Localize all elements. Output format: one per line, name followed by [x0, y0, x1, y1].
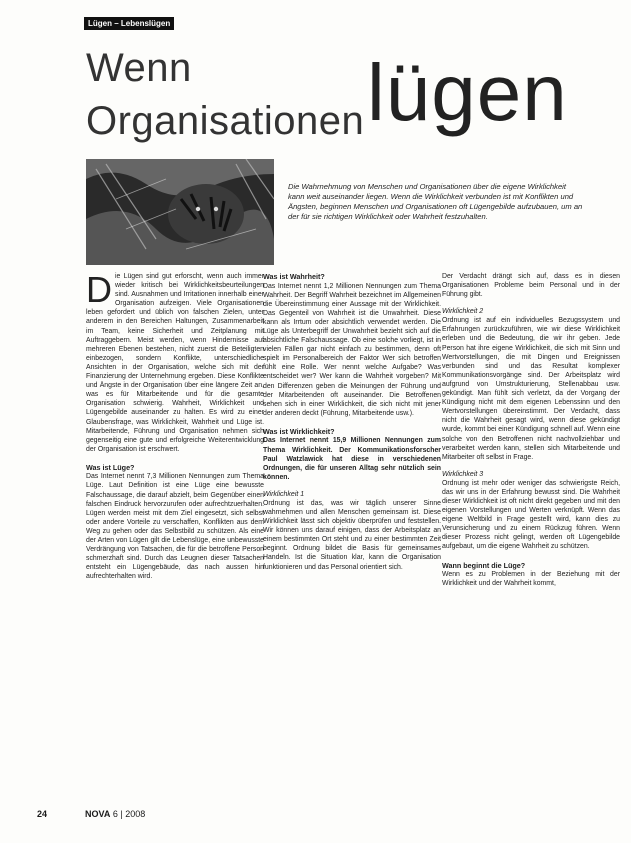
- paragraph-wann-beginnt: Wenn es zu Problemen in der Beziehung mit der Wirklichkeit und der Wahrheit kommt,: [442, 571, 620, 588]
- heading-wirklichkeit-2: Wirklichkeit 2: [442, 308, 484, 316]
- heading-was-ist-wahrheit: Was ist Wahrheit?: [263, 272, 325, 281]
- paragraph-wirklichkeit-3: Ordnung ist mehr oder weniger das schwierigste Reich, das wir uns in der Erfahrung bewusst sind. Die Wahrheit dieser Wirklichkeit ist oft nicht direkt gegeben und mit den eigenen Vorstellungen und Werten verknüpft. Wenn das eigene Weltbild in Frage gestellt wird, kann dies zu Verunsicherung und zu einem Rückzug führen. Wenn dieser Prozess nicht gelingt, werden oft Lügengebilde aufgebaut, um die eigene Wahrheit zu schützen.: [442, 479, 620, 551]
- lead-paragraph: Die Wahrnehmung von Menschen und Organisationen über die eigene Wirklichkeit kann weit auseinander liegen. Wenn die Wirklichkeit verbunden ist mit Konflikten und Ängsten, beginnen Menschen und Organisationen oft Lügengebilde aufzubauen, um an der für sie richtigen Wirklichkeit oder Wahrheit festzuhalten.: [288, 182, 583, 221]
- magazine-footer: [85, 809, 145, 819]
- paragraph-wahrheit: Das Internet nennt 1,2 Millionen Nennungen zum Thema Wahrheit. Der Begriff Wahrheit bezeichnet im Allgemeinen die Übereinstimmung einer Aussage mit der Wirklichkeit. Das Gegenteil von Wahrheit ist die Unwahrheit. Diese kann als Irrtum oder absichtlich verwendet werden. Die Lüge als Unterbegriff der Unwahrheit bezieht sich auf die absichtliche Falschaussage. Ob eine solche vorliegt, ist in vielen Fällen gar nicht einfach zu bestimmen, denn oft spielt im Personalbereich der Faktor Wer sich betroffen fühlt eine Rolle. Wer nennt welche Aufgabe? Was entscheidet wer? Wer kann die Wahrheit vorgeben? Mit den Differenzen geben die Meinungen der Führung und der Mitarbeitenden oft auseinander. Die Betroffenen sehen sich in einer Wirklichkeit, die sich nicht mit jener der anderen deckt (Führung, Mitarbeitende usw.).: [263, 282, 441, 417]
- title-line-2: Organisationen: [86, 99, 365, 143]
- heading-wann-beginnt-die-luege: Wann beginnt die Lüge?: [442, 560, 526, 570]
- paragraph-wirklichkeit-2: Ordnung ist auf ein individuelles Bezugssystem und Erfahrungen zurückzuführen, wie wir diese Wirklichkeit erleben und die Bedeutung, die wir ihr geben. Jede Person hat ihre eigene Wirklichkeit, die sich mit Sinn und Wertvorstellungen, die mit Dingen und Ereignissen verbunden sind und das Resultat komplexer Kommunikationsvorgänge sind. Der Arbeitsplatz wird aufgrund von Umstrukturierung, Stellenabbau usw. gekündigt. Man fühlt sich verletzt, da der Vorgang der Kündigung nicht mit dem eigenen Lebenssinn und den Wertvorstellungen übereinstimmt. Der Verdacht, dass nicht die Wahrheit gesagt wird, wenn diese gekündigt wurde, kommt bei einer Kündigung schnell auf. Wenn eine solche von den Betroffenen nicht nachvollziehbar und verarbeitet werden kann, stellen sich Mitarbeitende und Mitarbeiter oft selbst in Frage.: [442, 317, 620, 461]
- page-number: 24: [37, 809, 48, 819]
- paragraph-wirklichkeit-1: Ordnung ist das, was wir täglich unserer Sinne wahrnehmen und allen Menschen gemeinsam ist. Diese Wirklichkeit lässt sich objektiv überprüfen und feststellen. Wir können uns darauf einigen, dass der Arbeitsplatz an einem bestimmten Ort steht und zu einer bestimmten Zeit beginnt. Ordnung bildet die Basis für gemeinsames Handeln. Ist die Situation klar, kann die Organisation funktionieren und das Personal orientiert sich.: [263, 499, 441, 571]
- column-2: [263, 272, 441, 572]
- paragraph-wirklichkeit: Das Internet nennt 15,9 Millionen Nennungen zum Thema Wirklichkeit. Der Kommunikationsforscher Paul Watzlawick hat diese in verschiedenen Ordnungen, die für unseren Alltag sehr nützlich sein können.: [263, 437, 441, 481]
- intro-text: ie Lügen sind gut erforscht, wenn auch immer wieder kritisch bei Wirklichkeitsbeurteilungen sind. Ausnahmen und Irritationen innerhalb einer Organisation aufzeigen. Viele Organisationen leben gefordert und üblich von falschen Zielen, unter anderem in den Bereichen Haltungen, Zusammenarbeit im Team, keine Sicherheit und Zeitplanung mit Auftraggebern. Meist werden, wenn Hindernisse auf mehreren Ebenen bestehen, nicht zuerst die Beteiligten einbezogen, sondern Konflikte, unterschiedliche Ansichten in der Organisation, welche sich mit der Finanzierung der Unternehmung ergeben. Diese Konflikte und Ängste in der Organisation über eine längere Zeit an, was es für Mitarbeitende und für die gesamte Organisation schwierig. Wahrheit, Wirklichkeit und Lügengebilde auseinander zu halten. Es wird zu einer Glaubensfrage, was Wirklichkeit, Wahrheit und Lüge ist. Mitarbeitende, Führung und Organisation nehmen sich gegenseitig eine gute und erfolgreiche Weiterentwicklung der Organisation ist erschwert.: [86, 273, 264, 453]
- tiger-photo-graphic: [86, 159, 274, 265]
- paragraph-luege: Das Internet nennt 7,3 Millionen Nennungen zum Thema Lüge. Laut Definition ist eine Lüge eine bewusste Falschaussage, die darauf abzielt, beim Gegenüber einen falschen Eindruck hervorzurufen oder aufrechtzuerhalten. Lügen werden meist mit dem Ziel eingesetzt, sich selbst oder andere Vorteile zu verschaffen, Konflikten aus dem Weg zu gehen oder das Selbstbild zu schützen. Als eine der Arten von Lügen gilt die Lebenslüge, eine unbewusste Verdrängung von Tatsachen, die für die betroffene Person schmerzhaft sind. Durch das Leugnen dieser Tatsachen entsteht ein Lügengebäude, das nach aussen hin aufrechterhalten wird.: [86, 473, 264, 581]
- magazine-issue: 6 | 2008: [112, 809, 146, 819]
- title-big-word: lügen: [367, 48, 568, 137]
- magazine-name: NOVA: [85, 809, 111, 819]
- dropcap: D: [86, 269, 112, 310]
- paragraph-verdacht: Der Verdacht drängt sich auf, dass es in diesen Organisationen Probleme beim Personal und in der Führung gibt.: [442, 273, 620, 299]
- heading-was-ist-wirklichkeit: Was ist Wirklichkeit?: [263, 426, 335, 436]
- intro-paragraph: [86, 269, 264, 454]
- photo-tiger-icon: [86, 159, 274, 265]
- heading-wirklichkeit-1: Wirklichkeit 1: [263, 490, 305, 498]
- column-3: [442, 272, 620, 588]
- section-tag: Lügen – Lebenslügen: [84, 17, 174, 30]
- column-1: [86, 269, 264, 582]
- heading-wirklichkeit-3: Wirklichkeit 3: [442, 470, 484, 478]
- title-line-1: Wenn: [86, 46, 192, 90]
- heading-was-ist-luege: Was ist Lüge?: [86, 462, 135, 472]
